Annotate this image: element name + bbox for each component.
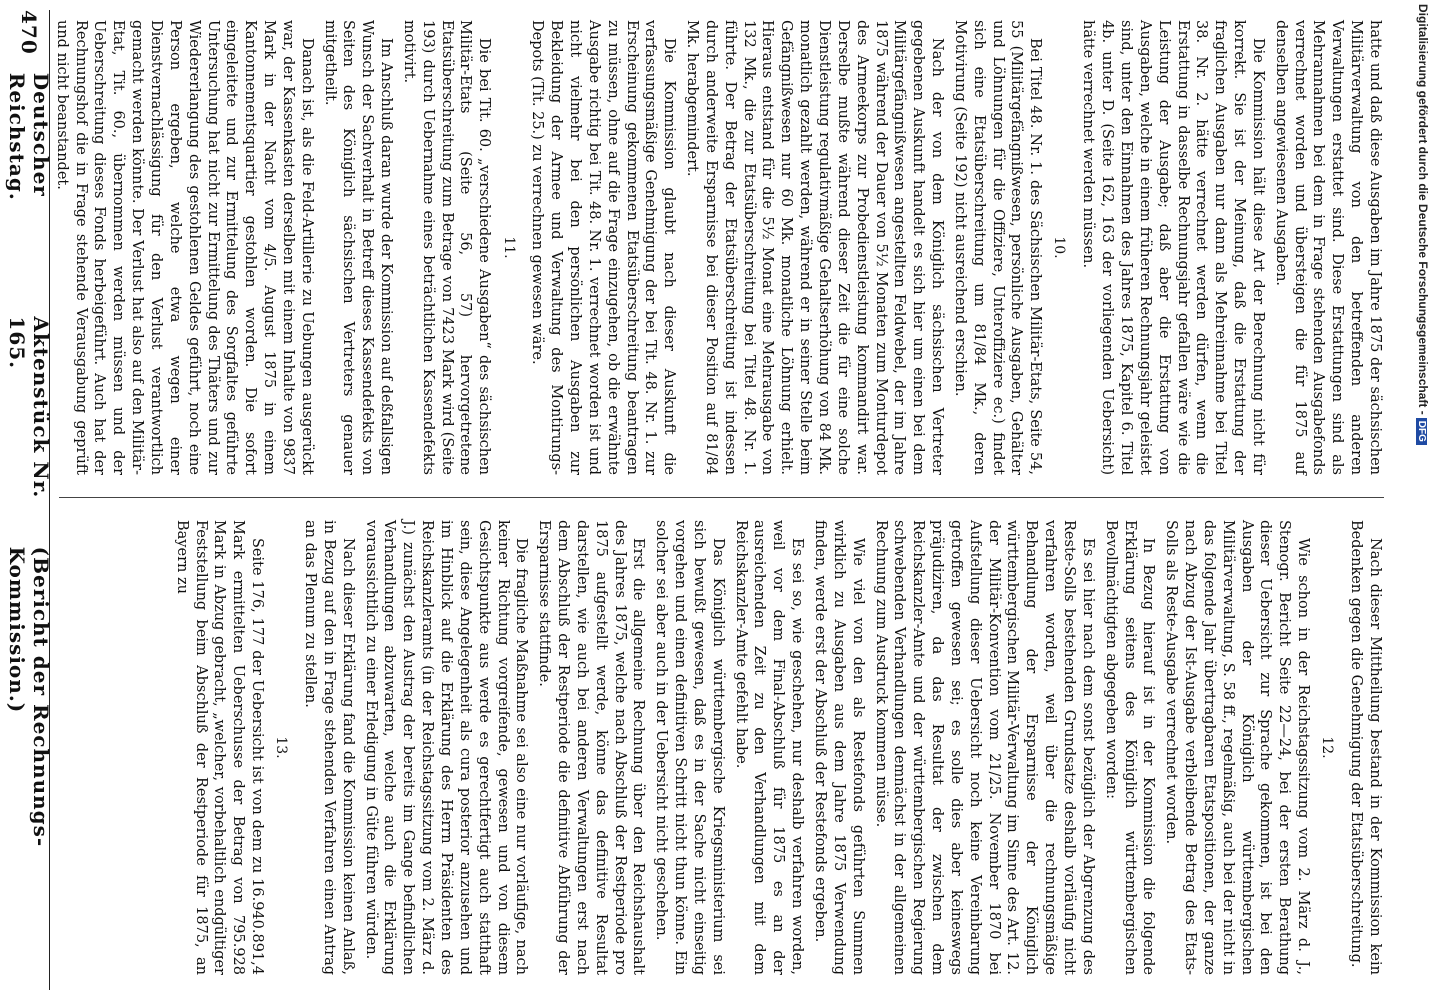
document-subtitle: (Bericht der Rechnungs-Kommission.) (5, 546, 53, 848)
paragraph: hatte und daß diese Ausgaben im Jahre 1875 der sächsischen Militärverwaltung von den betreffenden anderen Verwaltungen erstattet sind. Diese Erstattungen sind als Mehrannahmen bei dem in Frage stehenden Ausgabefonds verrechnet worden und übersteigen die für 1875 auf denselben angewiesenen Ausgaben. (1272, 20, 1383, 475)
left-column (53, 20, 1384, 475)
paragraph: Es sei so, wie geschehen, nur deshalb verfahren worden, weil vor dem Final-Abschluß für 1875 es an der ausreichenden Zeit zu den Verhandlungen mit dem Reichskanzler-Amte gefehlt habe. (732, 520, 806, 975)
paragraph: Nach dieser Mittheilung bestand in der Kommission kein Bedenken gegen die Genehmigung der Etatsüberschreitung. (1348, 520, 1383, 975)
paragraph: Bei Titel 48. Nr. 1. des Sächsischen Militär-Etats, Seite 54, 55 (Militärgefängnißwesen, persönliche Ausgaben, Gehälter und Löhnungen für die Offiziere, Unteroffiziere ec.) findet sich eine Etatsüberschreitung um 81/84 Mk., deren Motivirung (Seite 192) nicht ausreichend erschien. (951, 20, 1044, 475)
paragraph: Wie viel von den als Restefonds geführten Summen wirklich zu Ausgaben aus dem Jahre 1875 Verwendung finden, werde erst der Abschluß der Restefonds ergeben. (812, 520, 866, 975)
paragraph: Erst die allgemeine Rechnung über den Reichshaushalt des Jahres 1875, welche nach Abschluß der Restperiode pro 1875 aufgestellt werde, könne das definitive Resultat darstellen, wie auch bei anderen Verwaltungen erst nach dem Abschluß der Restperiode die definitive Abführung der Ersparnisse stattfinde. (536, 520, 647, 975)
section-number: 11. (500, 236, 517, 259)
paragraph: Nach der von dem Königlich sächsischen Vertreter gegebenen Auskunft handelt es sich hier um einen bei dem Militärgefängnißwesen angestellten Feldwebel, der im Jahre 1875 während der Dauer von 5½ Monaten zum Monturdepot des Armeekorps zur Probedienstleistung kommandirt war. Derselbe mußte während dieser Zeit die für eine solche Dienstleistung regulativmäßige Gehaltserhöhung von 84 Mk. monatlich gezahlt werden, während er in seiner Stelle beim Gefängnißwesen nur 60 Mk. monatliche Löhnung erhielt. Hieraus entstand für die 5½ Monat eine Mehrausgabe von 132 Mk., die zur Etatsüberschreitung bei Titel 48. Nr. 1. führte. Der Betrag der Etatsüberschreitung ist indessen durch anderweite Ersparnisse bei dieser Position auf 81/84 Mk. herabgemindert. (684, 20, 946, 475)
page-number: 470 (17, 10, 41, 55)
section-number: 12. (1319, 736, 1336, 759)
watermark-label: Digitalisierung gefördert durch die Deutsche Forschungsgemeinschaft - (1416, 4, 1430, 415)
column-divider (59, 497, 1384, 498)
section-number: 13. (273, 736, 290, 759)
paragraph: Die Kommission glaubt nach dieser Auskunft die verfassungsmäßige Genehmigung der bei Tit. 48. Nr. 1. zur Erscheinung gekommenen Etatsüberschreitung beantragen zu müssen, ohne auf die Frage einzugehen, ob die erwähnte Ausgabe richtig bei Tit. 48. Nr. 1. verrechnet worden ist und nicht vielmehr bei den persönlichen Ausgaben zur Bekleidung der Armee und Verwaltung des Montirungs-Depots (Tit. 25.) zu verrechnen gewesen wäre. (529, 20, 678, 475)
paragraph: Die Kommission hält diese Art der Berechnung nicht für korrekt. Sie ist der Meinung, daß die Erstattung der fraglichen Ausgaben nur dann als Mehreinnahme bei Titel 38. Nr. 2. hätte verrechnet werden dürfen, wenn die Erstattung in dasselbe Rechnungsjahr gefallen wäre wie die Leistung der Ausgabe; daß aber die Erstattung von Ausgaben, welche in einem früheren Rechnungsjahr geleistet sind, unter den Einnahmen des Jahres 1875, Kapitel 6. Titel 4b. unter D. (Seite 162, 163 der vorliegenden Uebersicht) hätte verrechnet werden müssen. (1080, 20, 1266, 475)
paragraph: Wie schon in der Reichstagssitzung vom 2. März d. J., Stenogr. Bericht Seite 22—24, bei der ersten Berathung dieser Uebersicht zur Sprache gekommen, ist bei den Ausgaben der Königlich württembergischen Militärverwaltung, S. 58 ff., regelmäßig, auch bei der nicht in das folgende Jahr übertragbaren Etatspositionen, der ganze nach Abzug der Ist-Ausgabe verbleibende Betrag des Etats-Solls als Reste-Ausgabe verrechnet worden. (1163, 520, 1312, 975)
paragraph: Die fragliche Maßnahme sei also eine nur vorläufige, nach keiner Richtung vorgreifende, gewesen und von diesem Gesichtspunkte aus werde es gerechtfertigt auch statthaft sein, diese Angelegenheit als cura posterior anzusehen und im Hinblick auf die Erklärung des Herrn Präsidenten des Reichskanzleramts (in der Reichstagssitzung vom 2. März d. J.) zunächst den Austrag der bereits im Gange befindlichen Verhandlungen abzuwarten, welche auch die Erklärung voraussichtlich zu einer Erledigung in Güte führen würden. (362, 520, 530, 975)
paragraph: Das Königlich württembergische Kriegsministerium sei sich bewußt gewesen, daß es in der Sache nicht einseitig vorgehen und einen definitiven Schritt nicht thun könne. Ein solcher sei aber auch in der Uebersicht nicht geschehen. (653, 520, 726, 975)
paragraph: In Bezug hierauf ist in der Kommission die folgende Erklärung seitens des Königlich württembergischen Bevollmächtigten abgegeben worden: (1102, 520, 1157, 975)
publication-title: Deutscher Reichstag. (5, 72, 53, 201)
document-number: Aktenstück Nr. 165. (5, 316, 53, 499)
paragraph: Es sei hier nach dem sonst bezüglich der Abgrenzung des Reste-Solls bestehenden Grundsatze deshalb vorläufig nicht verfahren worden, weil über die rechnungsmäßige Behandlung der Ersparnisse der Königlich württembergischen Militär-Verwaltung im Sinne des Art. 12. der Militär-Konvention vom 21/25. November 1870 bei Aufstellung dieser Uebersicht noch keine Vereinbarung getroffen gewesen sei; es solle dies aber keineswegs präjudiziren, da das Resultat der zwischen dem Reichskanzler-Amte und der württembergischen Regierung schwebenden Verhandlungen demnächst in der allgemeinen Rechnung zum Ausdruck kommen müsse. (872, 520, 1096, 975)
right-column (59, 520, 1384, 975)
paragraph: Nach dieser Erklärung fand die Kommission keinen Anlaß, in Bezug auf den in Frage stehenden Verfahren einen Antrag an das Plenum zu stellen. (302, 520, 356, 975)
paragraph: Im Anschluß daran wurde der Kommission auf deßfallsigen Wunsch der Sachverhalt in Betreff dieses Kassendefekts von Seiten des Königlich sächsischen Vertreters genauer mitgetheilt. (321, 20, 395, 475)
watermark-text (1416, 4, 1430, 445)
watermark-strip (1404, 0, 1432, 1000)
paragraph: Die bei Tit. 60. „verschiedene Ausgaben“ des sächsischen Militär-Etats (Seite 56, 57) hervorgetretene Etatsüberschreitung zum Betrage von 7423 Mark wird (Seite 193) durch Uebernahme eines beträchtlichen Kassendefekts motivirt. (400, 20, 493, 475)
page-header (5, 10, 53, 990)
dfg-logo-icon: DFG (1416, 418, 1427, 445)
section-number: 10. (1051, 236, 1068, 259)
paragraph: Danach ist, als die Feld-Artillerie zu Uebungen ausgerückt war, der Kassenkasten derselben mit einem Inhalte von 9837 Mark in der Nacht vom 4/5. August 1875 in einem Kantonnementsquartier gestohlen worden. Die sofort eingeleitete und zur Ermittelung des Sorgfaltes geführte Untersuchung hat nicht zur Ermittelung des Thäters und zur Wiedererlangung des gestohlenen Geldes geführt, noch eine Person ergeben, welche etwa wegen einer Dienstvernachlässigung für den Verlust verantwortlich gemacht werden könnte. Der Verlust hat also auf den Militär-Etat, Tit. 60., übernommen werden müssen und der Ueberschreitung dieses Fonds herbeigeführt. Auch hat der Rechnungshof die in Frage stehende Verausgabung geprüft und nicht beanstandet. (53, 20, 315, 475)
paragraph: Seite 176, 177 der Uebersicht ist von dem zu 16.940.891,4 Mark ermittelten Ueberschusse der Betrag von 795.928 Mark in Abzug gebracht, „welcher, vorbehaltlich endgültiger Feststellung beim Abschluß der Restperiode für 1875, an Bayern zu (173, 520, 266, 975)
